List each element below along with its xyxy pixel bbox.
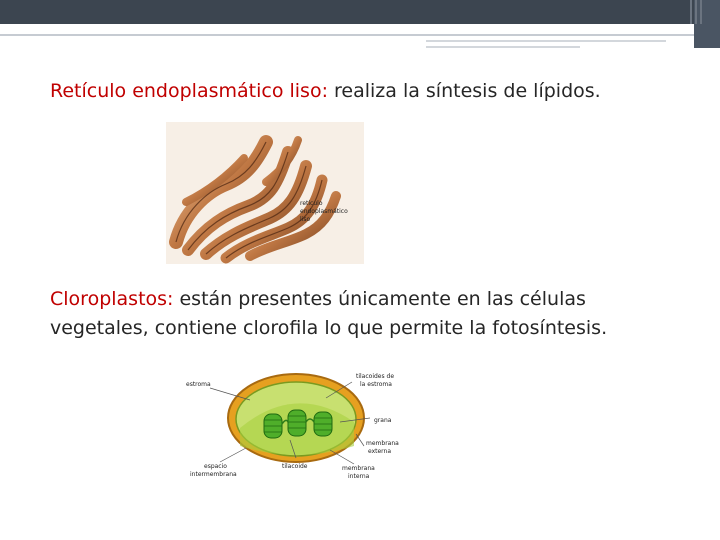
label-tilacoides-2: la estroma (360, 381, 392, 388)
er-description: realiza la síntesis de lípidos. (327, 80, 601, 102)
label-espacio-1: espacio (204, 463, 227, 470)
chloroplast-paragraph (50, 285, 607, 343)
label-tilacoides-1: tilacoides de (356, 373, 395, 380)
label-tilacoide: tilacoide (282, 463, 308, 470)
label-espacio-2: intermembrana (190, 471, 237, 478)
er-figure-label: retículo endoplasmático liso (300, 200, 348, 223)
chloroplast-line1: están presentes únicamente en las células (173, 288, 586, 310)
er-term: Retículo endoplasmático liso: (50, 80, 328, 102)
label-grana: grana (374, 417, 392, 424)
header-stripes-decoration (688, 0, 708, 24)
header-rule-1 (0, 34, 694, 36)
label-estroma: estroma (186, 381, 211, 388)
label-membrana-externa-1: membrana (366, 440, 399, 447)
label-membrana-interna-1: membrana (342, 465, 375, 472)
header-rule-2 (426, 40, 666, 42)
smooth-er-illustration (166, 122, 364, 264)
er-paragraph (50, 77, 601, 106)
header-rule-3 (426, 46, 580, 48)
label-membrana-interna-2: interna (348, 473, 370, 480)
chloroplast-term: Cloroplastos: (50, 288, 174, 310)
slide-header-bar (0, 0, 720, 24)
label-membrana-externa-2: externa (368, 448, 392, 455)
chloroplast-line2: vegetales, contiene clorofila lo que permite la fotosíntesis. (50, 317, 608, 339)
